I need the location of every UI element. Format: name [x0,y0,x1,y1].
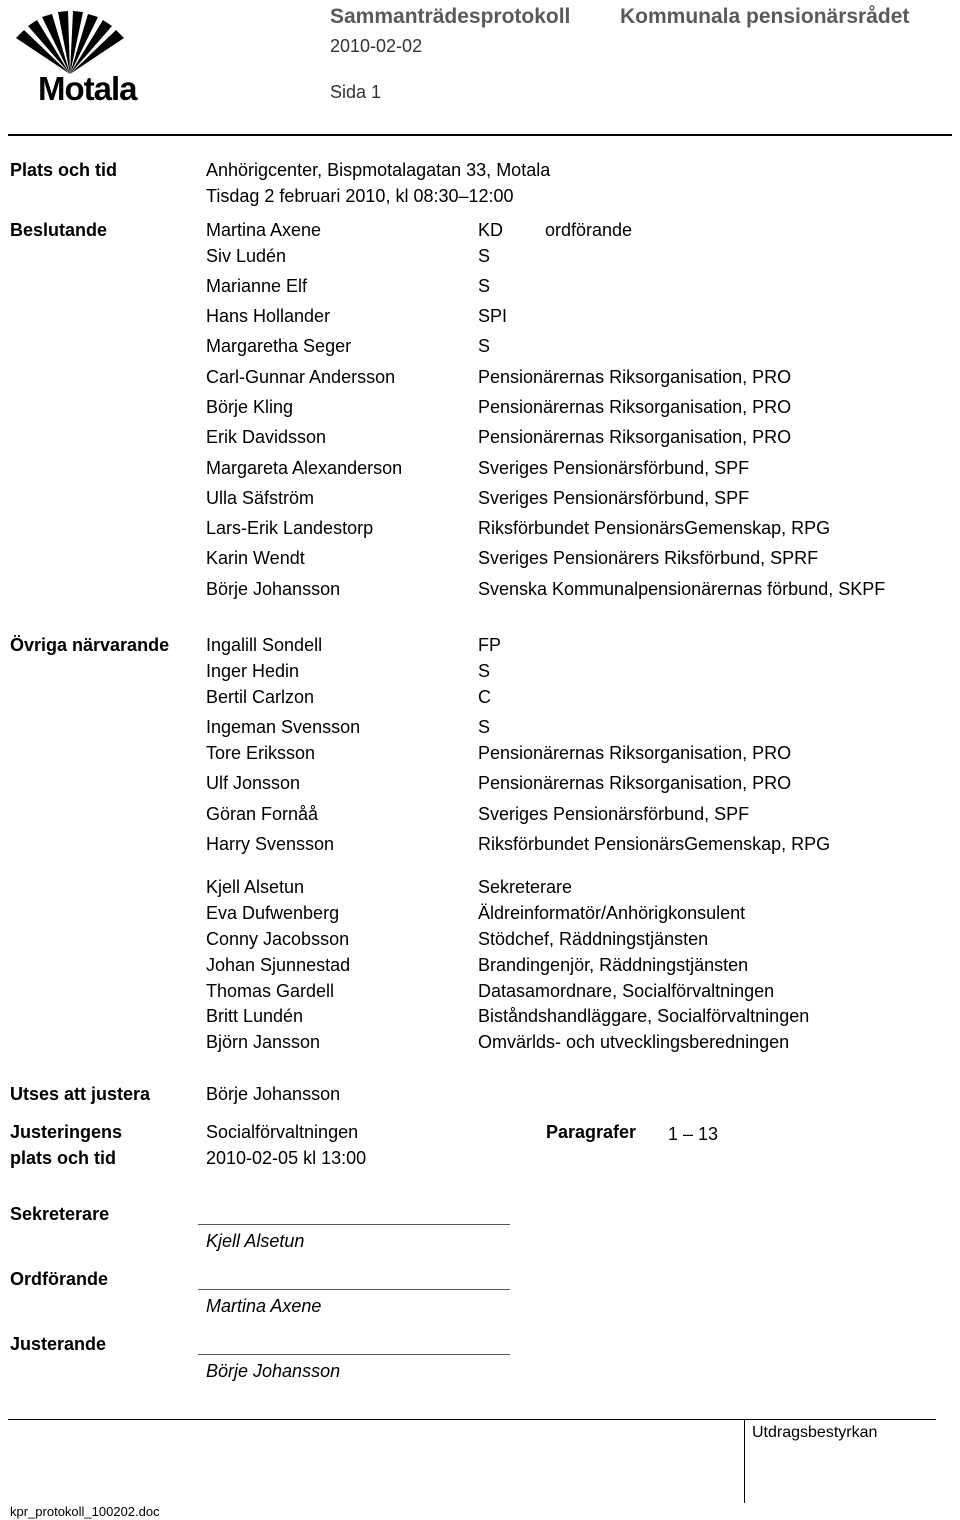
member-party: Pensionärernas Riksorganisation, PRO [478,367,792,387]
member-party: S [478,246,491,266]
attendee-name: Thomas Gardell [206,981,335,1001]
signature-name: Börje Johansson [206,1361,341,1381]
logo-text: Motala [38,70,137,107]
logo-emblem-icon [10,8,130,78]
attendee-name: Bertil Carlzon [206,687,315,707]
attendee-affiliation: Sveriges Pensionärsförbund, SPF [478,804,750,824]
attendee-affiliation: Riksförbundet PensionärsGemenskap, RPG [478,834,831,854]
attendee-affiliation: Äldreinformatör/Anhörigkonsulent [478,903,746,923]
attendee-affiliation: C [478,687,491,707]
attendee-name: Ingalill Sondell [206,635,323,655]
member-name: Karin Wendt [206,548,305,568]
attendee-name: Björn Jansson [206,1032,321,1052]
page-number: Sida 1 [330,82,382,102]
attendee-affiliation: Brandingenjör, Räddningstjänsten [478,955,749,975]
signature-line [198,1289,510,1290]
justering-label: plats och tid [10,1148,117,1168]
member-party: Sveriges Pensionärsförbund, SPF [478,488,750,508]
meeting-date: 2010-02-02 [330,36,423,56]
attendee-name: Inger Hedin [206,661,300,681]
attendee-affiliation: Biståndshandläggare, Socialförvaltningen [478,1006,810,1026]
signature-name: Martina Axene [206,1296,322,1316]
plats-label: Plats och tid [10,160,118,180]
attendee-name: Ingeman Svensson [206,717,361,737]
utses-value: Börje Johansson [206,1084,341,1104]
justering-time: 2010-02-05 kl 13:00 [206,1148,367,1168]
member-name: Carl-Gunnar Andersson [206,367,396,387]
motala-logo [10,8,137,107]
member-name: Erik Davidsson [206,427,327,447]
member-name: Martina Axene [206,220,322,240]
attendee-name: Eva Dufwenberg [206,903,340,923]
attendee-affiliation: Pensionärernas Riksorganisation, PRO [478,773,792,793]
member-name: Margaretha Seger [206,336,352,356]
member-party: SPI [478,306,508,326]
attendee-name: Conny Jacobsson [206,929,350,949]
beslutande-label: Beslutande [10,220,108,240]
member-name: Börje Kling [206,397,294,417]
member-name: Ulla Säfström [206,488,315,508]
member-name: Lars-Erik Landestorp [206,518,374,538]
attendee-affiliation: FP [478,635,502,655]
attendee-name: Göran Fornåå [206,804,319,824]
member-name: Margareta Alexanderson [206,458,403,478]
member-name: Hans Hollander [206,306,331,326]
paragrafer-value: 1 – 13 [668,1124,719,1144]
attendee-affiliation: Sekreterare [478,877,573,897]
member-party: KD [478,220,504,240]
stamp-label: Utdragsbestyrkan [752,1424,878,1441]
member-party: S [478,336,491,356]
member-role: ordförande [545,220,633,240]
attendee-name: Tore Eriksson [206,743,316,763]
signature-name: Kjell Alsetun [206,1231,305,1251]
utses-label: Utses att justera [10,1084,151,1104]
attendee-name: Ulf Jonsson [206,773,301,793]
signature-label: Sekreterare [10,1204,110,1224]
file-name: kpr_protokoll_100202.doc [10,1504,160,1519]
organization-name: Kommunala pensionärsrådet [620,5,910,28]
footer-divider [8,1419,936,1420]
attendee-affiliation: S [478,717,491,737]
signature-label: Justerande [10,1334,107,1354]
paragrafer-label: Paragrafer [546,1122,637,1142]
attendee-name: Kjell Alsetun [206,877,305,897]
plats-line: Tisdag 2 februari 2010, kl 08:30–12:00 [206,186,514,206]
member-party: Sveriges Pensionärsförbund, SPF [478,458,750,478]
member-party: Sveriges Pensionärers Riksförbund, SPRF [478,548,819,568]
attendee-affiliation: Datasamordnare, Socialförvaltningen [478,981,775,1001]
member-name: Siv Ludén [206,246,287,266]
ovriga-label: Övriga närvarande [10,635,170,655]
justering-place: Socialförvaltningen [206,1122,359,1142]
member-party: Pensionärernas Riksorganisation, PRO [478,397,792,417]
member-party: Svenska Kommunalpensionärernas förbund, SKPF [478,579,886,599]
attendee-name: Harry Svensson [206,834,335,854]
plats-line: Anhörigcenter, Bispmotalagatan 33, Motala [206,160,551,180]
signature-line [198,1224,510,1225]
member-name: Marianne Elf [206,276,308,296]
header-divider [8,134,952,136]
attendee-name: Johan Sjunnestad [206,955,351,975]
attendee-name: Britt Lundén [206,1006,304,1026]
member-name: Börje Johansson [206,579,341,599]
justering-label: Justeringens [10,1122,123,1142]
attendee-affiliation: Stödchef, Räddningstjänsten [478,929,709,949]
document-type: Sammanträdesprotokoll [330,5,571,28]
attendee-affiliation: Pensionärernas Riksorganisation, PRO [478,743,792,763]
member-party: Riksförbundet PensionärsGemenskap, RPG [478,518,831,538]
stamp-box-divider [744,1419,745,1503]
signature-label: Ordförande [10,1269,109,1289]
signature-line [198,1354,510,1355]
member-party: Pensionärernas Riksorganisation, PRO [478,427,792,447]
member-party: S [478,276,491,296]
attendee-affiliation: S [478,661,491,681]
attendee-affiliation: Omvärlds- och utvecklingsberedningen [478,1032,790,1052]
